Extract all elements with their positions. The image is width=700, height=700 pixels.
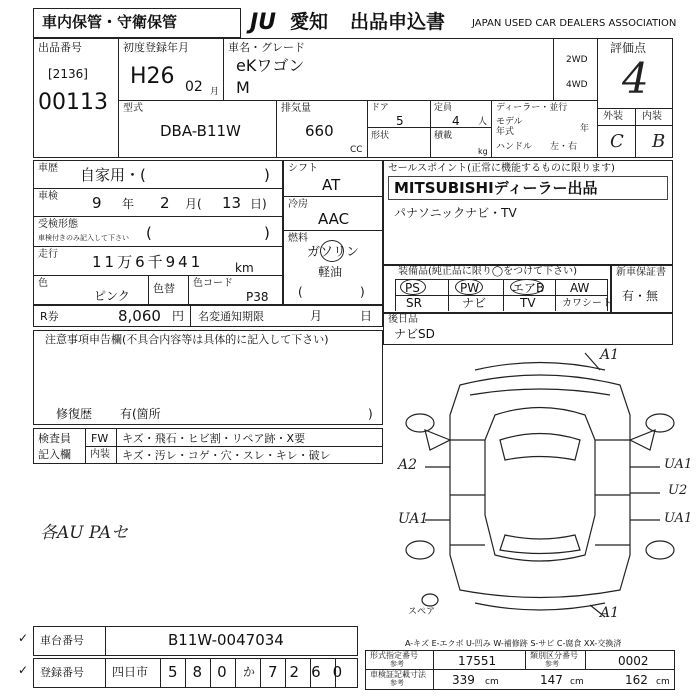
repair-close: ) (368, 407, 373, 421)
inspected-close: ) (264, 224, 270, 242)
car-diagram (385, 345, 695, 625)
repair-value: 有(箇所 (120, 407, 161, 421)
mileage-value: 11万6千941 (92, 253, 204, 271)
shift-label: シフト (288, 163, 318, 174)
spec-type-val: 17551 (458, 654, 497, 668)
model-year-label: モデル (496, 117, 523, 127)
plate-kana: か (243, 665, 256, 679)
equip-pw-circle (455, 279, 483, 295)
damage-a1-top: A1 (600, 347, 620, 363)
damage-a1-bottom: A1 (600, 605, 620, 621)
insp-year-unit: 年 (122, 197, 135, 211)
recycle-label: R券 (40, 310, 59, 323)
dims-wid: 147 (540, 673, 563, 687)
dims-sub: 参考 (390, 679, 404, 687)
fuel-gas: ガソリン (307, 245, 360, 260)
model-label: 車名・グレード (228, 41, 305, 54)
inspected-open: ( (146, 224, 152, 242)
doors-label: ドア (371, 103, 389, 113)
rating-int-label: 内装 (642, 111, 662, 122)
fuel-open: ( (298, 285, 303, 299)
spec-class-label: 類別区分番号 (530, 651, 578, 660)
color-label: 色 (38, 278, 48, 289)
handle-label: ハンドル (496, 142, 533, 152)
plate-num2: 7260 (268, 663, 355, 681)
load-label: 積載 (434, 131, 453, 141)
reg-month-unit: 月 (210, 87, 220, 97)
disp-label: 排気量 (281, 103, 311, 114)
insp-day: 13 (222, 194, 242, 212)
lot-label: 出品番号 (38, 41, 82, 54)
cap-label: 定員 (434, 103, 453, 113)
sales-line2: パナソニックナビ・TV (394, 206, 517, 220)
damage-ua1-right1: UA1 (664, 457, 693, 472)
history-label: 車歴 (38, 163, 58, 174)
model-grade: M (236, 78, 250, 97)
rating-int: B (652, 131, 666, 152)
reg-year: H26 (130, 64, 175, 89)
dims-hgt: 162 (625, 673, 648, 687)
shift-value: AT (322, 176, 341, 194)
ju-logo: JU (250, 10, 277, 35)
form-title: 出品申込書 (350, 11, 446, 33)
fuel-label: 燃料 (288, 233, 308, 244)
insp-month-unit: 月( (185, 197, 202, 211)
equipment-label: 装備品(純正品に限り◯をつけて下さい) (398, 266, 577, 277)
reg-month: 02 (185, 79, 203, 95)
handle-opts: 左・右 (550, 142, 578, 152)
sales-line1: MITSUBISHIディーラー出品 (394, 179, 598, 197)
inspector-int-items: キズ・汚レ・コゲ・穴・スレ・キレ・破レ (122, 449, 331, 462)
lot-code: [2136] (48, 67, 88, 81)
damage-u2-right: U2 (668, 483, 688, 498)
inspector-int: 内装 (90, 449, 110, 460)
handwritten-note: 各AU PAセ (40, 523, 129, 543)
damage-a2-left: A2 (398, 457, 418, 473)
spec-type-sub: 参考 (390, 660, 404, 668)
equip-pw: PW (460, 281, 480, 295)
inspector-fw-items: キズ・飛石・ヒビ割・リペア跡・X要 (122, 432, 306, 445)
check-mark-2: ✓ (18, 663, 29, 677)
plate-city: 四日市 (112, 665, 149, 679)
history-close: ) (264, 166, 270, 184)
ac-label: 冷房 (288, 199, 308, 210)
reg-label: 初度登録年月 (123, 41, 189, 54)
color-value: ピンク (94, 289, 130, 303)
drive-4wd: 4WD (566, 80, 588, 90)
namechange-month: 月 (310, 309, 323, 323)
spec-class-sub: 参考 (545, 660, 559, 668)
fuel-gas-circle (320, 240, 344, 262)
insp-month: 2 (160, 194, 170, 212)
type-label: 型式 (123, 103, 143, 114)
rating-score: 4 (622, 54, 649, 103)
storage-text: 車内保管・守衛保管 (42, 13, 178, 31)
dims-unit-2: cm (570, 677, 584, 687)
equip-sr: SR (406, 296, 422, 310)
equip-airbag: エアB (512, 281, 545, 295)
history-value: 自家用・( (80, 166, 146, 184)
model-name: eKワゴン (236, 56, 305, 75)
afterfit-value: ナビSD (394, 327, 435, 341)
equip-navi: ナビ (462, 296, 487, 310)
plate-label: 登録番号 (40, 666, 84, 679)
rating-ext: C (610, 131, 624, 152)
sales-label: セールスポイント(正常に機能するものに限ります) (388, 163, 615, 174)
equip-kawa: カワシート (562, 298, 612, 309)
chassis-value: B11W-0047034 (168, 631, 284, 649)
inspector-label2: 記入欄 (38, 448, 71, 461)
rating-label: 評価点 (610, 41, 647, 55)
shape-label: 形状 (371, 131, 390, 141)
lot-number: 00113 (38, 90, 108, 115)
drive-2wd: 2WD (566, 55, 588, 65)
equip-ps-circle (400, 279, 426, 295)
notes-label: 注意事項申告欄(不具合内容等は具体的に記入して下さい) (45, 333, 329, 346)
insp-year: 9 (92, 194, 102, 212)
namechange-day: 日 (360, 309, 373, 323)
load-unit: kg (478, 147, 488, 156)
cap-value: 4 (452, 114, 460, 128)
spec-type-label: 形式指定番号 (370, 651, 418, 660)
repair-label: 修復歴 (56, 407, 93, 421)
inspected-note: 車検付きのみ記入して下さい (38, 234, 129, 242)
newcar-value: 有・無 (622, 289, 659, 303)
disp-unit: CC (350, 145, 363, 155)
color-change-label: 色替 (153, 282, 175, 295)
spare-label: スペア (408, 607, 436, 617)
rating-ext-label: 外装 (603, 111, 623, 122)
spec-class-val: 0002 (618, 654, 649, 668)
doors-value: 5 (396, 114, 404, 128)
recycle-value: 8,060 (118, 307, 161, 325)
inspection-label: 車検 (38, 191, 58, 202)
newcar-label: 新車保証書 (616, 267, 666, 278)
damage-ua1-right2: UA1 (664, 511, 693, 526)
disp-value: 660 (305, 122, 334, 140)
mileage-unit: km (235, 261, 254, 275)
check-mark-1: ✓ (18, 631, 29, 645)
org-en: JAPAN USED CAR DEALERS ASSOCIATION (472, 18, 677, 29)
dims-len: 339 (452, 673, 475, 687)
color-code-label: 色コード (193, 278, 233, 289)
fuel-close: ) (360, 285, 365, 299)
plate-num1: 580 (168, 663, 242, 681)
inspector-label1: 検査員 (38, 432, 71, 445)
equip-tv: TV (520, 296, 536, 310)
afterfit-label: 後日品 (388, 314, 418, 325)
legend-text: A-キズ E-エクボ U-凹み W-補修跡 S-サビ C-腐食 XX-交換済 (405, 639, 622, 648)
equip-airbag-circle (510, 279, 544, 295)
insp-day-unit: 日) (250, 197, 267, 211)
dealer-label: ディーラー・並行 (496, 103, 568, 113)
fuel-diesel: 軽油 (318, 265, 343, 279)
dims-label: 車検証記載寸法 (370, 670, 426, 679)
inspected-label: 受検形態 (38, 219, 78, 230)
color-code: P38 (246, 290, 269, 304)
damage-ua1-left: UA1 (398, 511, 429, 527)
ac-value: AAC (318, 210, 350, 228)
org-name: 愛知 (290, 11, 329, 33)
mileage-label: 走行 (38, 249, 58, 260)
dims-unit-3: cm (656, 677, 670, 687)
inspector-fw: FW (91, 432, 109, 445)
equip-aw: AW (570, 281, 590, 295)
cap-unit: 人 (478, 117, 488, 127)
equip-ps: PS (405, 281, 420, 295)
year-label: 年式 (496, 127, 515, 137)
namechange-label: 名変通知期限 (198, 310, 264, 323)
year-unit: 年 (580, 124, 590, 134)
recycle-unit: 円 (172, 309, 185, 323)
dims-unit-1: cm (485, 677, 499, 687)
type-value: DBA-B11W (160, 122, 241, 140)
chassis-label: 車台番号 (40, 634, 84, 647)
